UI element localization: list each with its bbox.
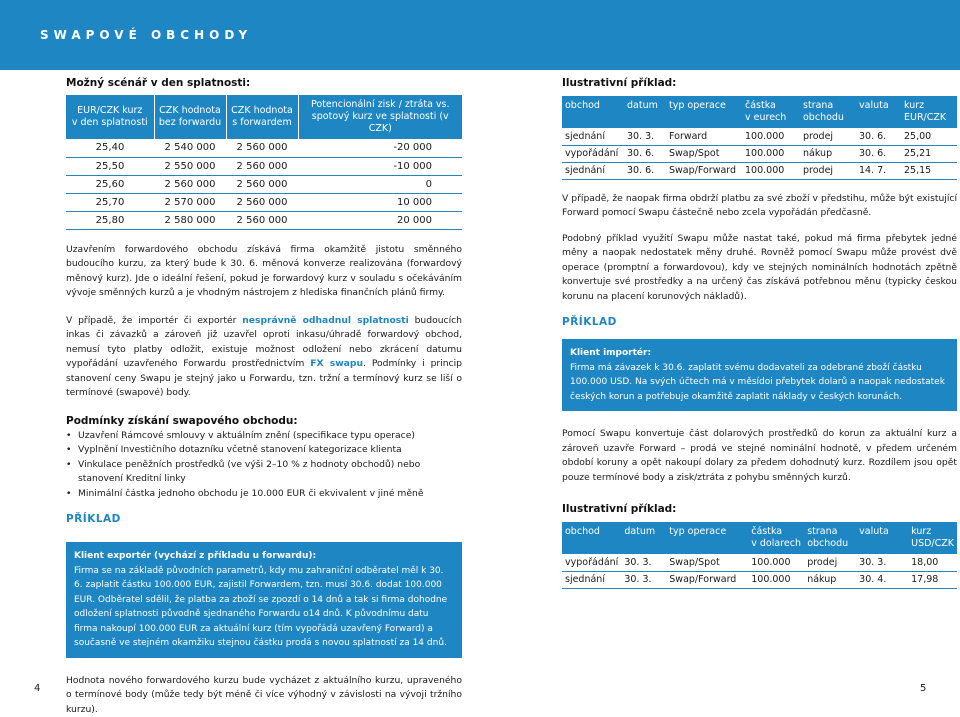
table-cell: 2 560 000 [226,193,298,211]
table-cell: 2 560 000 [154,175,226,193]
table-cell: 30. 3. [624,128,666,145]
table-cell: sjednání [562,571,621,588]
table-header: kurz EUR/CZK [901,96,957,128]
conditions-list [66,429,462,502]
page-number-left: 4 [34,683,40,694]
example-box-exporter [66,542,462,658]
table-cell: 30. 6. [856,145,901,162]
table-row [562,554,957,571]
table-cell: 2 570 000 [154,193,226,211]
scenario-header: Potencionální zisk / ztráta vs. spotový kurz ve splatnosti (v CZK) [298,95,462,139]
table-header: strana obchodu [804,522,856,554]
table-cell: 25,21 [901,145,957,162]
table-cell: 25,70 [66,193,154,211]
right-column [562,77,957,589]
bullet-icon: • [66,429,71,444]
table-row [562,162,957,179]
list-item: • Minimální částka jednoho obchodu je 10.000 EUR či ekvivalent v jiné měně [66,487,462,502]
table-cell: 30. 3. [621,571,666,588]
table-cell: 30. 6. [856,128,901,145]
highlight-text: nesprávně odhadnul splatnosti [242,315,409,326]
table-cell: Forward [666,128,742,145]
example-label: PŘÍKLAD [66,513,462,525]
table-cell: -20 000 [298,139,462,157]
table-header: typ operace [666,522,748,554]
table-header: částka v dolarech [748,522,804,554]
table-cell: prodej [800,162,856,179]
table-cell: 20 000 [298,211,462,229]
table-cell: 25,60 [66,175,154,193]
scenario-table [66,95,462,230]
list-item: • Uzavření Rámcové smlouvy v aktuálním znění (specifikace typu operace) [66,429,462,444]
table-cell: 25,00 [901,128,957,145]
table-cell: 14. 7. [856,162,901,179]
paragraph-new-forward-rate: Hodnota nového forwardového kurzu bude vycházet z aktuálního kurzu, upraveného o termínové body (může tedy být méně či více výhodný v závislosti na vývoji tržního kurzu). [66,674,462,717]
table-row [66,211,462,229]
illustrative-table-usd [562,522,957,589]
example-box-importer [562,339,957,411]
left-column [66,77,462,717]
table-cell: nákup [800,145,856,162]
table-cell: 2 560 000 [226,157,298,175]
table-cell: sjednání [562,162,624,179]
table-header: valuta [856,96,901,128]
fx-swap-term: FX swapu [310,358,363,369]
table-cell: prodej [800,128,856,145]
bullet-icon: • [66,487,71,502]
table-cell: 0 [298,175,462,193]
table-row [66,139,462,157]
box-text: Firma se na základě původních parametrů, kdy mu zahraniční odběratel měl k 30. 6. zaplatit částku 100.000 EUR, zajistil Forwardem, tzn. musí 30.6. dodat 100.000 EUR. Odběratel sdělil, že platba za zboží se zpozdí o 14 dnů a tak si firma dohodne odložení splatnosti původně sjednaného Forwardu o14 dnů. K původnímu datu firma nakoupí 100.000 EUR za aktuální kurz (tím vypořádá uzavřený Forward) a současně ve stejném okamžiku stejnou částku prodá s novou splatností za 14 dnů. [74,564,454,651]
table-cell: 25,50 [66,157,154,175]
table-cell: 30. 4. [856,571,908,588]
table-cell: nákup [804,571,856,588]
table-cell: 100.000 [742,128,800,145]
scenario-header: EUR/CZK kurz v den splatnosti [66,95,154,139]
paragraph-swap-intro: V případě, že importér či exportér nesprávně odhadnul splatnosti budoucích inkas či závazků a zároveň již uzavřel oproti inkasu/úhradě forwardový obchod, nemusí tyto platby odložit, existuje možnost odložení nebo zkrácení datumu vypořádání uzavřeného Forwardu prostřednictvím FX swapu. Podmínky i princip stanovení ceny Swapu je stejný jako u Forwardu, tzn. tržní a termínový kurz se liší o termínové (swapové) body. [66,314,462,401]
table-cell: -10 000 [298,157,462,175]
bullet-icon: • [66,443,71,458]
table-cell: 2 580 000 [154,211,226,229]
conditions-heading: Podmínky získání swapového obchodu: [66,415,462,427]
table-cell: Swap/Spot [666,554,748,571]
table-cell: 17,98 [908,571,957,588]
page-title: SWAPOVÉ OBCHODY [40,28,252,42]
table-cell: Swap/Forward [666,571,748,588]
table-cell: 30. 6. [624,145,666,162]
table-cell: 2 550 000 [154,157,226,175]
table-cell: prodej [804,554,856,571]
table-cell: vypořádání [562,554,621,571]
bullet-icon: • [66,458,71,473]
illustrative-table-eur [562,96,957,180]
example-label: PŘÍKLAD [562,316,957,328]
header-bar [0,0,960,70]
table-cell: Swap/Spot [666,145,742,162]
table-cell: 10 000 [298,193,462,211]
table-row [66,193,462,211]
table-cell: 100.000 [748,554,804,571]
table-header: valuta [856,522,908,554]
table-cell: 30. 3. [621,554,666,571]
paragraph-forward-certainty: Uzavřením forwardového obchodu získává firma okamžitě jistotu směnného budoucího kurzu, za který bude k 30. 6. měnová konverze realizována (forwardový měnový kurz). Jde o ideální řešení, pokud je forwardový kurz v souladu s očekáváním vývoje směnných kurzů a je vhodným nástrojem z hlediska finančních plánů firmy. [66,243,462,301]
table-header: strana obchodu [800,96,856,128]
box-title: Klient exportér (vychází z příkladu u forwardu): [74,549,454,564]
list-item: • Vyplnění Investičního dotazníku včetně stanovení kategorizace klienta [66,443,462,458]
table-cell: 25,40 [66,139,154,157]
table-cell: vypořádání [562,145,624,162]
table-header: obchod [562,522,621,554]
table-cell: 2 560 000 [226,139,298,157]
table-cell: 100.000 [742,162,800,179]
table-cell: 25,15 [901,162,957,179]
table-row [562,128,957,145]
page-number-right: 5 [920,683,926,694]
table-cell: 100.000 [742,145,800,162]
scenario-heading: Možný scénář v den splatnosti: [66,77,462,89]
table-row [562,145,957,162]
list-item: • Vinkulace peněžních prostředků (ve výši 2–10 % z hodnoty obchodů) nebo stanovení Kreditní linky [66,458,462,487]
table-cell: 100.000 [748,571,804,588]
paragraph-early-settlement: V případě, že naopak firma obdrží platbu za své zboží v předstihu, může být existující Forward pomocí Swapu částečně nebo zcela vypořádán předčasně. [562,192,957,221]
scenario-header: CZK hodnota s forwardem [226,95,298,139]
table-cell: 25,80 [66,211,154,229]
table-header: datum [624,96,666,128]
table-cell: 2 560 000 [226,211,298,229]
table-cell: sjednání [562,128,624,145]
table-row [66,175,462,193]
table-cell: 18,00 [908,554,957,571]
table-cell: 2 560 000 [226,175,298,193]
table-cell: 30. 3. [856,554,908,571]
table-cell: 30. 6. [624,162,666,179]
box-text: Firma má závazek k 30.6. zaplatit svému dodavateli za odebrané zboží částku 100.000 USD. Na svých účtech má v měsídoi přebytek dolarů a naopak nedostatek českých korun a potřebuje okamžitě zaplatit náklady v českých korunách. [570,361,949,405]
paragraph-swap-conversion: Pomocí Swapu konvertuje část dolarových prostředků do korun za aktuální kurz a zároveň uzavře Forward – prodá ve stejné nominální hodnotě, v předem určeném období koruny a opět nakoupí dolary za předem dohodnutý kurz. Rozdílem jsou opět pouze termínové body a zisk/ztráta z pohybu směnných kurzů. [562,427,957,485]
table-header: částka v eurech [742,96,800,128]
table-cell: Swap/Forward [666,162,742,179]
box-title: Klient importér: [570,346,949,361]
table-cell: 2 540 000 [154,139,226,157]
scenario-header: CZK hodnota bez forwardu [154,95,226,139]
table-header: kurz USD/CZK [908,522,957,554]
table-row [562,571,957,588]
table-header: typ operace [666,96,742,128]
illustrative-heading-1: Ilustrativní příklad: [562,77,957,89]
paragraph-surplus-currency: Podobný příklad využití Swapu může nastat také, pokud má firma přebytek jedné měny a naopak nedostatek měny druhé. Rovněž pomocí Swapu může provést dvě operace (promptní a forwardovou), kdy ve stejných nominálních hodnotách zpětně konvertuje své prostředky a na určený čas získává potřebnou měnu (typicky českou korunu na placení korunových nákladů). [562,232,957,305]
table-header: datum [621,522,666,554]
table-row [66,157,462,175]
illustrative-heading-2: Ilustrativní příklad: [562,503,957,515]
table-header: obchod [562,96,624,128]
